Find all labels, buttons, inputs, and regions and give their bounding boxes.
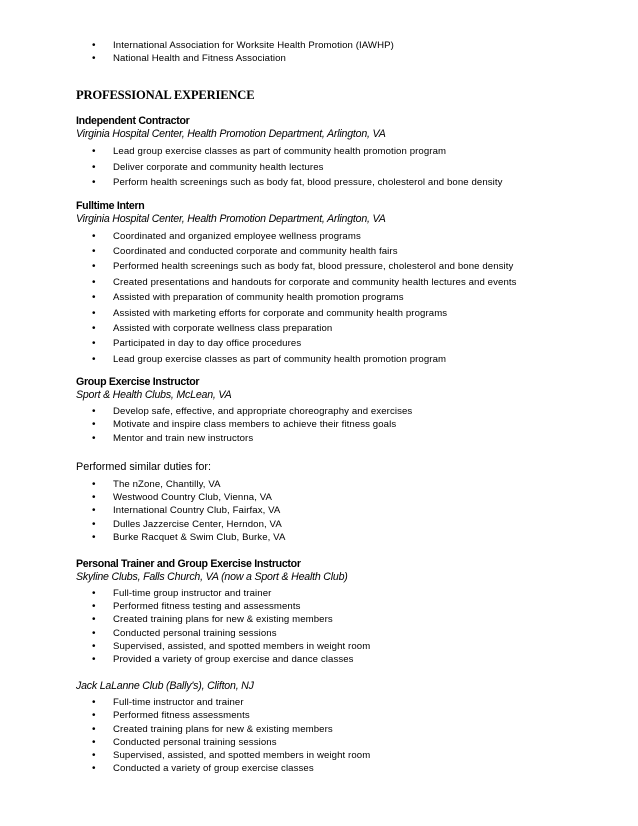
list-item: • Conducted personal training sessions <box>0 736 638 749</box>
list-item: • Dulles Jazzercise Center, Herndon, VA <box>0 518 638 531</box>
list-item: • Provided a variety of group exercise and dance classes <box>0 653 638 666</box>
job-title: Group Exercise Instructor <box>76 376 200 389</box>
job-bullets <box>0 587 638 666</box>
list-item: • Lead group exercise classes as part of community health promotion program <box>0 352 638 367</box>
job-bullets <box>0 696 638 775</box>
job-title: Fulltime Intern <box>76 199 145 212</box>
list-item: • Deliver corporate and community health lectures <box>0 160 638 175</box>
similar-duties-list <box>0 478 638 544</box>
list-item: • Performed health screenings such as body fat, blood pressure, cholesterol and bone density <box>0 259 638 274</box>
list-item: • International Country Club, Fairfax, VA <box>0 504 638 517</box>
list-item: • Assisted with marketing efforts for corporate and community health programs <box>0 306 638 321</box>
list-item: • Motivate and inspire class members to achieve their fitness goals <box>0 418 638 431</box>
list-item: • Performed fitness assessments <box>0 709 638 722</box>
association-list <box>0 39 638 65</box>
list-item: • Created presentations and handouts for corporate and community health lectures and events <box>0 275 638 290</box>
list-item: • Assisted with corporate wellness class preparation <box>0 321 638 336</box>
list-item: • Westwood Country Club, Vienna, VA <box>0 491 638 504</box>
job-title: Independent Contractor <box>76 115 190 128</box>
job-title: Personal Trainer and Group Exercise Instructor <box>76 557 301 570</box>
list-item: • Assisted with preparation of community health promotion programs <box>0 290 638 305</box>
list-item: • Supervised, assisted, and spotted members in weight room <box>0 640 638 653</box>
section-title: PROFESSIONAL EXPERIENCE <box>76 88 255 103</box>
job-org: Sport & Health Clubs, McLean, VA <box>76 389 232 402</box>
job-org: Virginia Hospital Center, Health Promotion Department, Arlington, VA <box>76 128 386 141</box>
list-item: • Lead group exercise classes as part of community health promotion program <box>0 144 638 159</box>
list-item: • Coordinated and organized employee wellness programs <box>0 229 638 244</box>
list-item: • Burke Racquet & Swim Club, Burke, VA <box>0 531 638 544</box>
job-bullets <box>0 144 638 190</box>
list-item: • Supervised, assisted, and spotted members in weight room <box>0 749 638 762</box>
list-item: • Coordinated and conducted corporate and community health fairs <box>0 244 638 259</box>
job-bullets <box>0 229 638 368</box>
list-item: • National Health and Fitness Association <box>0 52 638 65</box>
list-item: • Participated in day to day office procedures <box>0 336 638 351</box>
list-item: • Created training plans for new & existing members <box>0 723 638 736</box>
similar-duties-heading: Performed similar duties for: <box>76 460 212 473</box>
list-item: • The nZone, Chantilly, VA <box>0 478 638 491</box>
job-org: Virginia Hospital Center, Health Promotion Department, Arlington, VA <box>76 212 386 225</box>
list-item: • Created training plans for new & existing members <box>0 613 638 626</box>
list-item: • Full-time group instructor and trainer <box>0 587 638 600</box>
list-item: • Mentor and train new instructors <box>0 432 638 445</box>
list-item: • Develop safe, effective, and appropriate choreography and exercises <box>0 405 638 418</box>
job-org: Skyline Clubs, Falls Church, VA (now a Sport & Health Club) <box>76 570 348 583</box>
list-item: • Performed fitness testing and assessments <box>0 600 638 613</box>
job-bullets <box>0 405 638 445</box>
list-item: • Conducted personal training sessions <box>0 627 638 640</box>
job-org: Jack LaLanne Club (Bally's), Clifton, NJ <box>76 680 254 693</box>
list-item: • Conducted a variety of group exercise classes <box>0 762 638 775</box>
list-item: • Full-time instructor and trainer <box>0 696 638 709</box>
list-item: • International Association for Worksite Health Promotion (IAWHP) <box>0 39 638 52</box>
list-item: • Perform health screenings such as body fat, blood pressure, cholesterol and bone density <box>0 175 638 190</box>
